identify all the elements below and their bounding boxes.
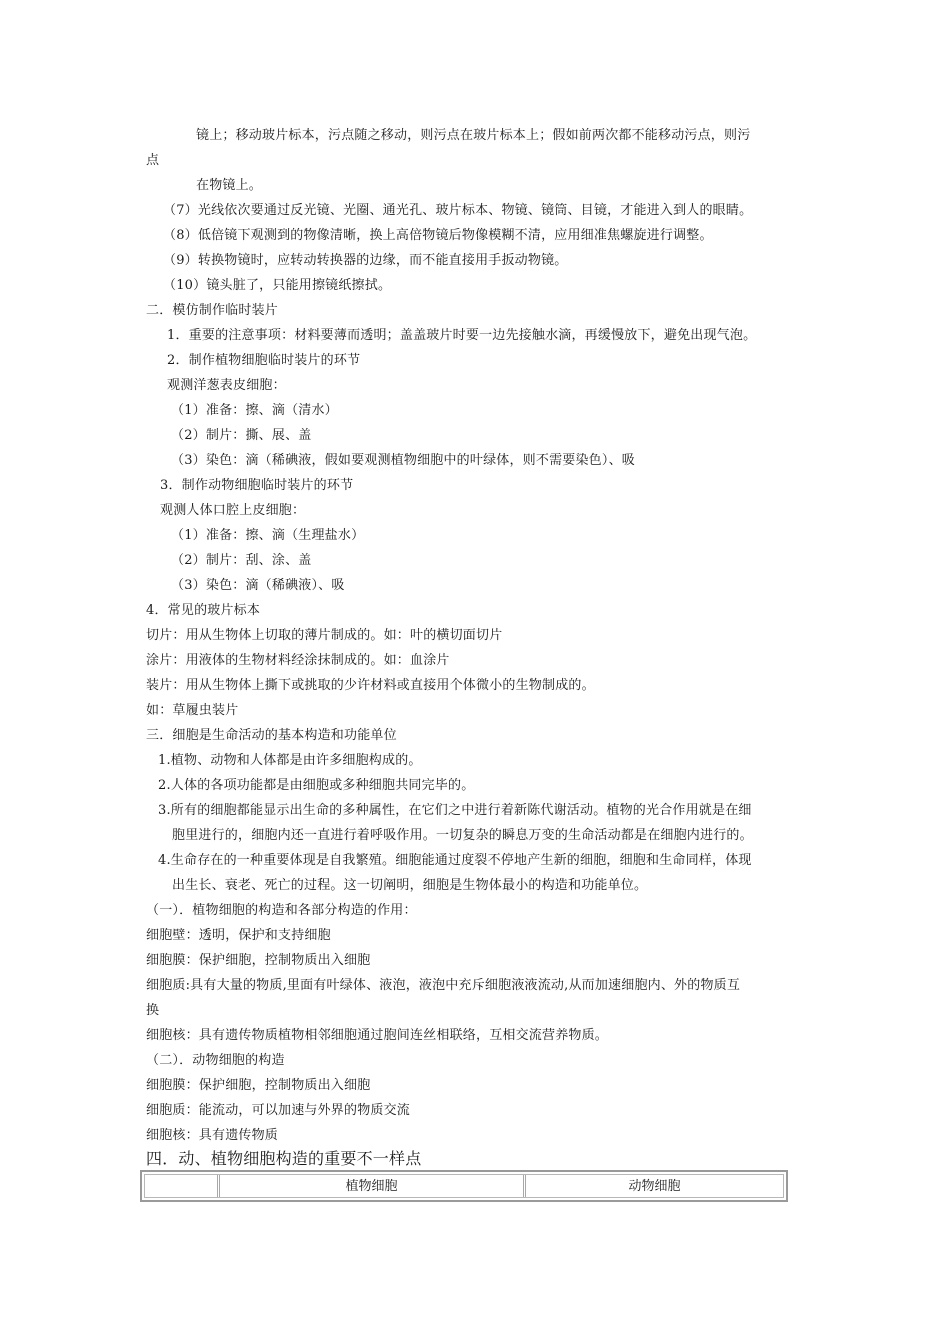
text-line: （3）染色：滴（稀碘液，假如要观测植物细胞中的叶绿体，则不需要染色）、吸 xyxy=(171,453,635,468)
comparison-table xyxy=(140,1170,788,1202)
section-heading: 三．细胞是生命活动的基本构造和功能单位 xyxy=(146,728,397,743)
text-line: 观测洋葱表皮细胞： xyxy=(167,378,286,393)
section-heading-4: 四．动、植物细胞构造的重要不一样点 xyxy=(146,1149,422,1168)
text-line: 3.所有的细胞都能显示出生命的多种属性，在它们之中进行着新陈代谢活动。植物的光合作用就是在细 xyxy=(158,803,752,818)
table-header-animal-cell: 动物细胞 xyxy=(628,1179,681,1194)
subheading: （一）．植物细胞的构造和各部分构造的作用： xyxy=(146,903,417,918)
text-line: （7）光线依次要通过反光镜、光圈、通光孔、玻片标本、物镜、镜筒、目镜，才能进入到人的眼睛。 xyxy=(163,203,753,218)
text-line: 换 xyxy=(146,1003,160,1018)
text-line: 切片：用从生物体上切取的薄片制成的。如：叶的横切面切片 xyxy=(146,628,503,643)
text-line: 胞里进行的，细胞内还一直进行着呼吸作用。一切复杂的瞬息万变的生命活动都是在细胞内进行的。 xyxy=(172,828,753,843)
text-line: （2）制片：撕、展、盖 xyxy=(171,428,312,443)
subheading: （二）．动物细胞的构造 xyxy=(146,1053,285,1068)
text-line: （8）低倍镜下观测到的物像清晰，换上高倍物镜后物像模糊不清，应用细准焦螺旋进行调整。 xyxy=(163,228,713,243)
text-line: 镜上；移动玻片标本，污点随之移动，则污点在玻片标本上；假如前两次都不能移动污点，则污 xyxy=(196,128,751,143)
text-line: 如：草履虫装片 xyxy=(146,703,239,718)
text-line: 2.人体的各项功能都是由细胞或多种细胞共同完毕的。 xyxy=(158,778,475,793)
text-line: 4.生命存在的一种重要体现是自我繁殖。细胞能通过度裂不停地产生新的细胞，细胞和生命同样，体现 xyxy=(158,853,752,868)
text-line: 观测人体口腔上皮细胞： xyxy=(160,503,306,518)
text-line: （3）染色：滴（稀碘液）、吸 xyxy=(171,578,345,593)
text-line: 细胞质:具有大量的物质,里面有叶绿体、液泡，液泡中充斥细胞液液流动,从而加速细胞内、外的物质互 xyxy=(146,978,741,993)
text-line: 装片：用从生物体上撕下或挑取的少许材料或直接用个体微小的生物制成的。 xyxy=(146,678,595,693)
table-header-row xyxy=(144,1174,784,1198)
table-header-plant-cell: 植物细胞 xyxy=(220,1175,526,1197)
text-line: 细胞膜：保护细胞，控制物质出入细胞 xyxy=(146,953,371,968)
text-line: 1．重要的注意事项：材料要薄而透明；盖盖玻片时要一边先接触水滴，再缓慢放下，避免出现气泡。 xyxy=(167,328,757,343)
subheading: 2．制作植物细胞临时装片的环节 xyxy=(167,353,361,368)
text-line: （1）准备：擦、滴（生理盐水） xyxy=(171,528,365,543)
text-line: 细胞质：能流动，可以加速与外界的物质交流 xyxy=(146,1103,411,1118)
section-heading: 二．模仿制作临时装片 xyxy=(146,303,279,318)
text-line: 细胞膜：保护细胞，控制物质出入细胞 xyxy=(146,1078,371,1093)
text-line: 出生长、衰老、死亡的过程。这一切阐明，细胞是生物体最小的构造和功能单位。 xyxy=(172,878,648,893)
text-line: （10）镜头脏了，只能用擦镜纸擦拭。 xyxy=(163,278,392,293)
text-line: 点 xyxy=(146,153,160,168)
subheading: 4．常见的玻片标本 xyxy=(146,603,261,618)
text-line: （9）转换物镜时，应转动转换器的边缘，而不能直接用手扳动物镜。 xyxy=(163,253,568,268)
text-line: 在物镜上。 xyxy=(196,178,263,193)
text-line: 细胞核：具有遗传物质植物相邻细胞通过胞间连丝相联络，互相交流营养物质。 xyxy=(146,1028,609,1043)
subheading: 3．制作动物细胞临时装片的环节 xyxy=(160,478,354,493)
text-line: 涂片：用液体的生物材料经涂抹制成的。如：血涂片 xyxy=(146,653,450,668)
text-line: 1.植物、动物和人体都是由许多细胞构成的。 xyxy=(158,753,422,768)
text-line: （2）制片：刮、涂、盖 xyxy=(171,553,312,568)
table-header-empty xyxy=(145,1175,220,1197)
text-line: 细胞壁：透明，保护和支持细胞 xyxy=(146,928,331,943)
text-line: 细胞核：具有遗传物质 xyxy=(146,1128,279,1143)
text-line: （1）准备：擦、滴（清水） xyxy=(171,403,338,418)
